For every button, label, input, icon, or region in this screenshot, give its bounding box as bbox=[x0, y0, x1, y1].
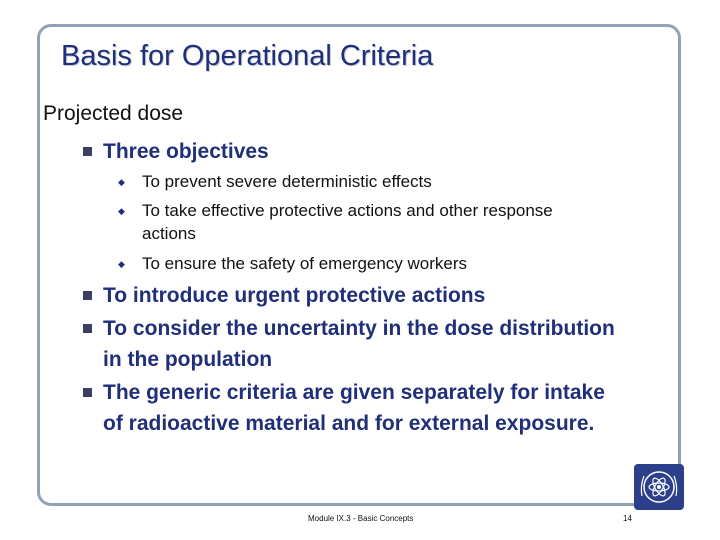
sub-bullet-text-line2: actions bbox=[142, 224, 196, 243]
square-bullet-icon bbox=[83, 291, 92, 300]
square-bullet-icon bbox=[83, 147, 92, 156]
sub-bullet-text: To ensure the safety of emergency workers bbox=[142, 254, 468, 273]
footer-module: Module IX.3 - Basic Concepts bbox=[308, 514, 414, 523]
sub-bullet-text: To prevent severe deterministic effects bbox=[142, 172, 432, 191]
square-bullet-icon bbox=[83, 388, 92, 397]
iaea-logo-graphic bbox=[634, 464, 684, 510]
section-heading: Projected dose bbox=[43, 102, 184, 125]
diamond-bullet-icon: ◆ bbox=[118, 259, 125, 269]
footer-page-number: 14 bbox=[623, 514, 632, 523]
slide-title: Basis for Operational Criteria bbox=[61, 40, 434, 72]
square-bullet-icon bbox=[83, 324, 92, 333]
bullet-text-line1: To consider the uncertainty in the dose distribution bbox=[103, 317, 615, 340]
bullet-text: Three objectives bbox=[103, 140, 269, 163]
bullet-text-line1: The generic criteria are given separately for intake bbox=[103, 381, 605, 404]
bullet-text-line2: of radioactive material and for external exposure. bbox=[103, 412, 595, 435]
bullet-text-line2: in the population bbox=[103, 348, 273, 371]
bullet-text: To introduce urgent protective actions bbox=[103, 284, 486, 307]
diamond-bullet-icon: ◆ bbox=[118, 177, 125, 187]
diamond-bullet-icon: ◆ bbox=[118, 206, 125, 216]
sub-bullet-text-line1: To take effective protective actions and other response bbox=[142, 201, 553, 220]
iaea-logo-icon bbox=[634, 464, 684, 510]
